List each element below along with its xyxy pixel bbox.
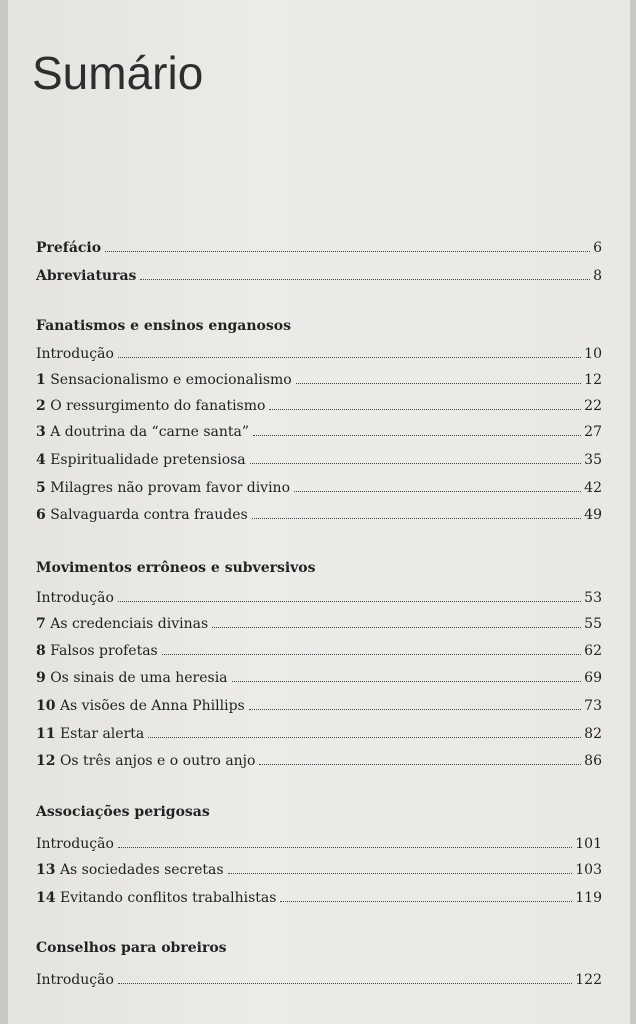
toc-entry: 14 Evitando conflitos trabalhistas 119: [36, 890, 602, 906]
toc-entry: 13 As sociedades secretas 103: [36, 862, 602, 878]
section-title: Conselhos para obreiros: [36, 940, 227, 956]
toc-entry-prefacio: Prefácio 6: [36, 240, 602, 256]
toc-entry: 7 As credenciais divinas 55: [36, 616, 602, 632]
book-page: [8, 0, 630, 1024]
toc-entry: Introdução 53: [36, 590, 602, 606]
toc-entry-abreviaturas: Abreviaturas 8: [36, 268, 602, 284]
toc-entry: 6 Salvaguarda contra fraudes 49: [36, 507, 602, 523]
toc-entry: 5 Milagres não provam favor divino 42: [36, 480, 602, 496]
page-title: Sumário: [32, 47, 204, 99]
toc-entry: Introdução 10: [36, 346, 602, 362]
toc-entry: 3 A doutrina da “carne santa” 27: [36, 424, 602, 440]
toc-entry: Introdução 122: [36, 972, 602, 988]
section-title: Associações perigosas: [36, 804, 210, 820]
toc-entry: 4 Espiritualidade pretensiosa 35: [36, 452, 602, 468]
toc-entry: 12 Os três anjos e o outro anjo 86: [36, 753, 602, 769]
toc-entry: 1 Sensacionalismo e emocionalismo 12: [36, 372, 602, 388]
toc-entry: 2 O ressurgimento do fanatismo 22: [36, 398, 602, 414]
toc-entry: 9 Os sinais de uma heresia 69: [36, 670, 602, 686]
section-title: Movimentos errôneos e subversivos: [36, 560, 316, 576]
toc-entry: 8 Falsos profetas 62: [36, 643, 602, 659]
bleed-through-text: [318, 30, 618, 630]
section-title: Fanatismos e ensinos enganosos: [36, 318, 291, 334]
toc-entry: Introdução 101: [36, 836, 602, 852]
toc-entry: 11 Estar alerta 82: [36, 726, 602, 742]
toc-entry: 10 As visões de Anna Phillips 73: [36, 698, 602, 714]
